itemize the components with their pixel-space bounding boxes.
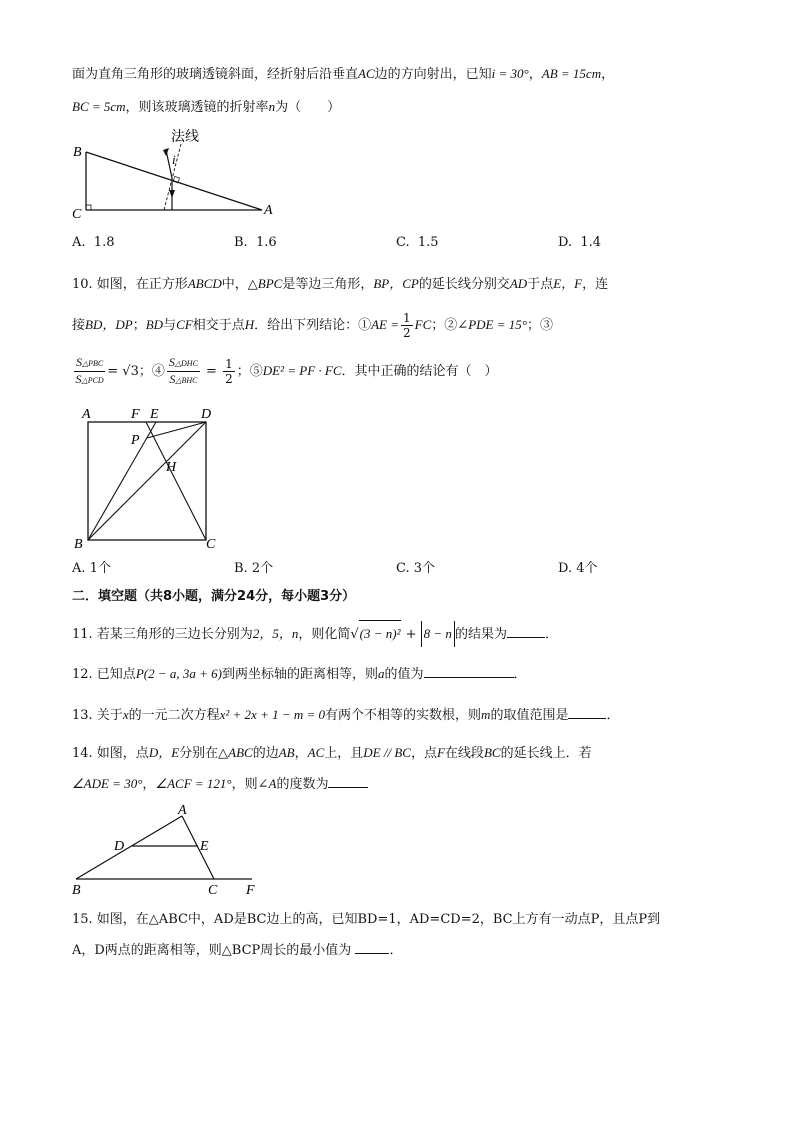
option-label: B. xyxy=(234,235,248,250)
q13-equation: x² + 2x + 1 − m = 0 xyxy=(219,707,326,722)
frac-den: 2 xyxy=(225,372,233,386)
point-C-label: C xyxy=(208,883,218,898)
q10-option-d[interactable] xyxy=(558,557,598,576)
q10-text: 是等边三角形， xyxy=(282,277,374,292)
q14-line-2: ∠ADE = 30°，∠ACF = 121°，则∠A的度数为 xyxy=(72,774,368,795)
q10-de-eq: DE² = PF · FC xyxy=(262,363,342,378)
q10-text: 的延长线分别交 xyxy=(418,277,510,292)
q11-plus: + xyxy=(405,627,417,642)
ratio-pbc-pcd xyxy=(74,355,105,388)
q14-text: 分别在△ xyxy=(179,746,229,761)
area-s: S xyxy=(76,355,82,369)
q10-text: 于点 xyxy=(527,277,554,292)
option-label: D. xyxy=(558,561,573,576)
q13-text: 的取值范围是 xyxy=(490,708,569,723)
q10-text: ； xyxy=(132,318,146,333)
frac-num: 1 xyxy=(403,311,411,325)
q10-text: 相交于点 xyxy=(192,318,245,333)
area-s: S xyxy=(168,355,175,369)
q11-text: 11. 若某三角形的三边长分别为 xyxy=(72,627,253,642)
area-sub: △PCD xyxy=(81,376,104,385)
q10-text: 与 xyxy=(163,318,177,333)
q11: 11. 若某三角形的三边长分别为2，5，n，则化简√(3 − n)² + 8 − n 的结果为 ． xyxy=(72,620,558,648)
q10-option-b[interactable] xyxy=(234,557,273,576)
q11-sqrt-expr: (3 − n)² xyxy=(359,620,402,647)
q14-figure xyxy=(66,800,276,898)
q9-text-b: 边的方向射出，已知 xyxy=(374,67,492,82)
area-sub: △DHC xyxy=(174,359,198,368)
q10-option-a[interactable] xyxy=(72,557,111,576)
q10-text: 中，△ xyxy=(221,277,258,292)
q14-f: F xyxy=(436,745,445,760)
q9-n: n xyxy=(268,99,276,114)
q10-line-3: $\frac{\text{S△PBC}}{\text{S△PCD}}$ = √3；④ $\frac{\text{S△DHC}}{\text{S△BHC}}$ = $\frac{1}{2}$ ；⑤DE² = PF · FC．其中正确的结论有（ ） xyxy=(75,355,498,386)
q12-point: P(2 − a, 3a + 6) xyxy=(135,666,222,681)
q13-m: m xyxy=(481,707,491,722)
option-label: C. xyxy=(396,235,410,250)
q9-ac: AC xyxy=(358,66,375,81)
q10-cf: CF xyxy=(176,317,193,332)
q9-option-d[interactable] xyxy=(558,235,601,250)
option-value: 1.8 xyxy=(93,235,115,250)
q10-abcd: ABCD xyxy=(187,276,222,291)
point-B-label: B xyxy=(74,537,83,550)
option-label: A. xyxy=(72,235,86,250)
q14-angle-acf: ∠ACF = 121° xyxy=(155,776,232,791)
q14-ac: AC xyxy=(307,745,325,760)
point-C-label: C xyxy=(72,207,82,222)
option-label: C. xyxy=(396,561,410,576)
q12-text: 到两坐标轴的距离相等，则 xyxy=(221,667,378,682)
q14-text: ，点 xyxy=(410,746,437,761)
q11-end: ． xyxy=(544,627,558,642)
q14-line-1 xyxy=(72,743,592,764)
angle-i-label: i xyxy=(172,152,176,167)
q10-bpc: BPC xyxy=(257,276,283,291)
q10-text: ；④ xyxy=(138,364,165,379)
q13-text: 13. 关于 xyxy=(72,708,123,723)
q10-figure xyxy=(66,402,236,550)
q10-bd-dp: BD，DP xyxy=(85,317,133,332)
q14-bc: BC xyxy=(483,745,501,760)
q9-option-c[interactable] xyxy=(396,235,439,250)
ratio-dhc-bhc xyxy=(167,355,200,388)
q9-text: 面为直角三角形的玻璃透镜斜面，经折射后沿垂直 xyxy=(72,67,359,82)
q15-line-2 xyxy=(72,941,402,961)
area-sub: △BHC xyxy=(175,376,198,385)
q10-text: 10. 如图，在正方形 xyxy=(72,277,188,292)
q14-text: ，则∠ xyxy=(231,777,269,792)
section-heading: 二．填空题（共8小题，满分24分，每小题3分） xyxy=(72,589,356,604)
q10-h: H xyxy=(244,317,255,332)
eq-sqrt3: = √3 xyxy=(107,364,139,379)
option-value: 2个 xyxy=(251,561,274,576)
point-C-label: C xyxy=(206,537,216,550)
answer-blank[interactable] xyxy=(424,665,514,678)
q9-angle-i: i = 30° xyxy=(491,66,529,81)
q10-text: ；③ xyxy=(526,318,553,333)
q15-text: A，D两点的距离相等，则△BCP周长的最小值为 xyxy=(72,943,352,958)
q11-text: ，则化简 xyxy=(298,627,351,642)
q9-ab: AB = 15cm xyxy=(541,66,602,81)
q13-text: 有两个不相等的实数根，则 xyxy=(325,708,482,723)
q9-line-2 xyxy=(72,97,340,118)
q10-pde: PDE = 15° xyxy=(468,317,527,332)
point-H-label: H xyxy=(166,460,177,475)
q12-text: 12. 已知点 xyxy=(72,667,136,682)
normal-line-label: 法线 xyxy=(171,129,199,145)
area-s: S xyxy=(169,372,176,386)
q14-de: D，E xyxy=(148,745,180,760)
option-label: D. xyxy=(558,235,573,250)
q9-option-a[interactable] xyxy=(72,235,114,250)
q14-a: A xyxy=(268,776,277,791)
q14-text: 的延长线上．若 xyxy=(500,746,592,761)
option-value: 4个 xyxy=(576,561,598,576)
q11-text: 的结果为 xyxy=(454,627,507,642)
q12-end: ． xyxy=(513,667,527,682)
q13-x: x xyxy=(122,707,129,722)
q13-text: 的一元二次方程 xyxy=(128,708,220,723)
q10-text: ；⑤ xyxy=(236,364,263,379)
option-label: B. xyxy=(234,561,248,576)
q10-text: ．其中正确的结论有（ ） xyxy=(341,364,498,379)
q10-text: ，连 xyxy=(582,277,609,292)
area-sub: △PBC xyxy=(82,359,104,368)
answer-blank[interactable] xyxy=(507,625,545,638)
q10-text: 接 xyxy=(72,318,86,333)
point-P-label: P xyxy=(131,433,140,448)
q13 xyxy=(72,705,619,726)
q15-line-1: 15. 如图，在△ABC中，AD是BC边上的高，已知BD=1，AD=CD=2，BC上方有一动点P，且点P到 xyxy=(72,912,661,927)
point-A-label: A xyxy=(178,803,187,818)
q14-text: 上，且 xyxy=(324,746,364,761)
q9-text-c: ，则该玻璃透镜的折射率 xyxy=(125,100,269,115)
point-D-label: D xyxy=(201,407,212,422)
q14-text: ， xyxy=(294,746,308,761)
option-value: 1.6 xyxy=(255,235,277,250)
answer-blank[interactable] xyxy=(355,941,389,954)
q9-text-d: 为（ ） xyxy=(275,100,341,115)
q14-parallel: DE // BC xyxy=(363,745,411,760)
q9-option-b[interactable] xyxy=(234,235,277,250)
q9-bc: BC = 5cm xyxy=(72,99,126,114)
point-B-label: B xyxy=(72,883,81,898)
option-value: 3个 xyxy=(413,561,436,576)
point-A-label: A xyxy=(82,407,91,422)
q15-end: ． xyxy=(389,943,403,958)
answer-blank[interactable] xyxy=(328,775,368,788)
option-value: 1个 xyxy=(89,561,111,576)
option-label: A. xyxy=(72,561,86,576)
q11-sides: 2，5，n xyxy=(252,626,299,641)
q14-text: 在线段 xyxy=(444,746,484,761)
q11-abs-expr: 8 − n xyxy=(421,621,455,647)
point-F-label: F xyxy=(246,883,255,898)
q12-a: a xyxy=(377,666,385,681)
q10-ad: AD xyxy=(509,276,528,291)
point-E-label: E xyxy=(150,407,159,422)
q14-abc: ABC xyxy=(228,745,253,760)
q14-text: 的边 xyxy=(252,746,279,761)
point-E-label: E xyxy=(200,839,209,854)
point-F-label: F xyxy=(131,407,140,422)
q10-text: ．给出下列结论：① xyxy=(254,318,372,333)
point-B-label: B xyxy=(73,145,82,160)
frac-num: 1 xyxy=(225,357,233,371)
q14-text: 的度数为 xyxy=(276,777,329,792)
q10-option-c[interactable] xyxy=(396,557,435,576)
point-D-label: D xyxy=(114,839,125,854)
q10-text: ；②∠ xyxy=(431,318,469,333)
area-s: S xyxy=(75,372,82,386)
q10-bp-cp: BP，CP xyxy=(373,276,419,291)
q10-line-1 xyxy=(72,274,608,295)
option-value: 1.5 xyxy=(417,235,439,250)
q13-end: ． xyxy=(606,708,620,723)
answer-blank[interactable] xyxy=(568,706,606,719)
q12-text: 的值为 xyxy=(384,667,424,682)
option-value: 1.4 xyxy=(580,235,602,250)
q12 xyxy=(72,664,527,685)
point-A-label: A xyxy=(264,203,273,218)
q14-ab: AB xyxy=(278,745,295,760)
q14-angle-ade: ∠ADE = 30° xyxy=(72,776,143,791)
q14-text: 14. 如图，点 xyxy=(72,746,149,761)
q10-ae: AE = xyxy=(371,317,400,332)
q9-line-1: 面为直角三角形的玻璃透镜斜面，经折射后沿垂直AC边的方向射出，已知i = 30°，AB = 15cm， xyxy=(72,66,615,82)
q10-fc: FC xyxy=(414,317,432,332)
q9-figure xyxy=(66,126,286,222)
q10-ef: E，F xyxy=(553,276,583,291)
q10-line-2 xyxy=(72,308,553,343)
frac-den: 2 xyxy=(403,326,411,340)
fraction-half xyxy=(401,311,413,340)
q10-bd: BD xyxy=(145,317,164,332)
fraction-half-2 xyxy=(223,357,235,386)
